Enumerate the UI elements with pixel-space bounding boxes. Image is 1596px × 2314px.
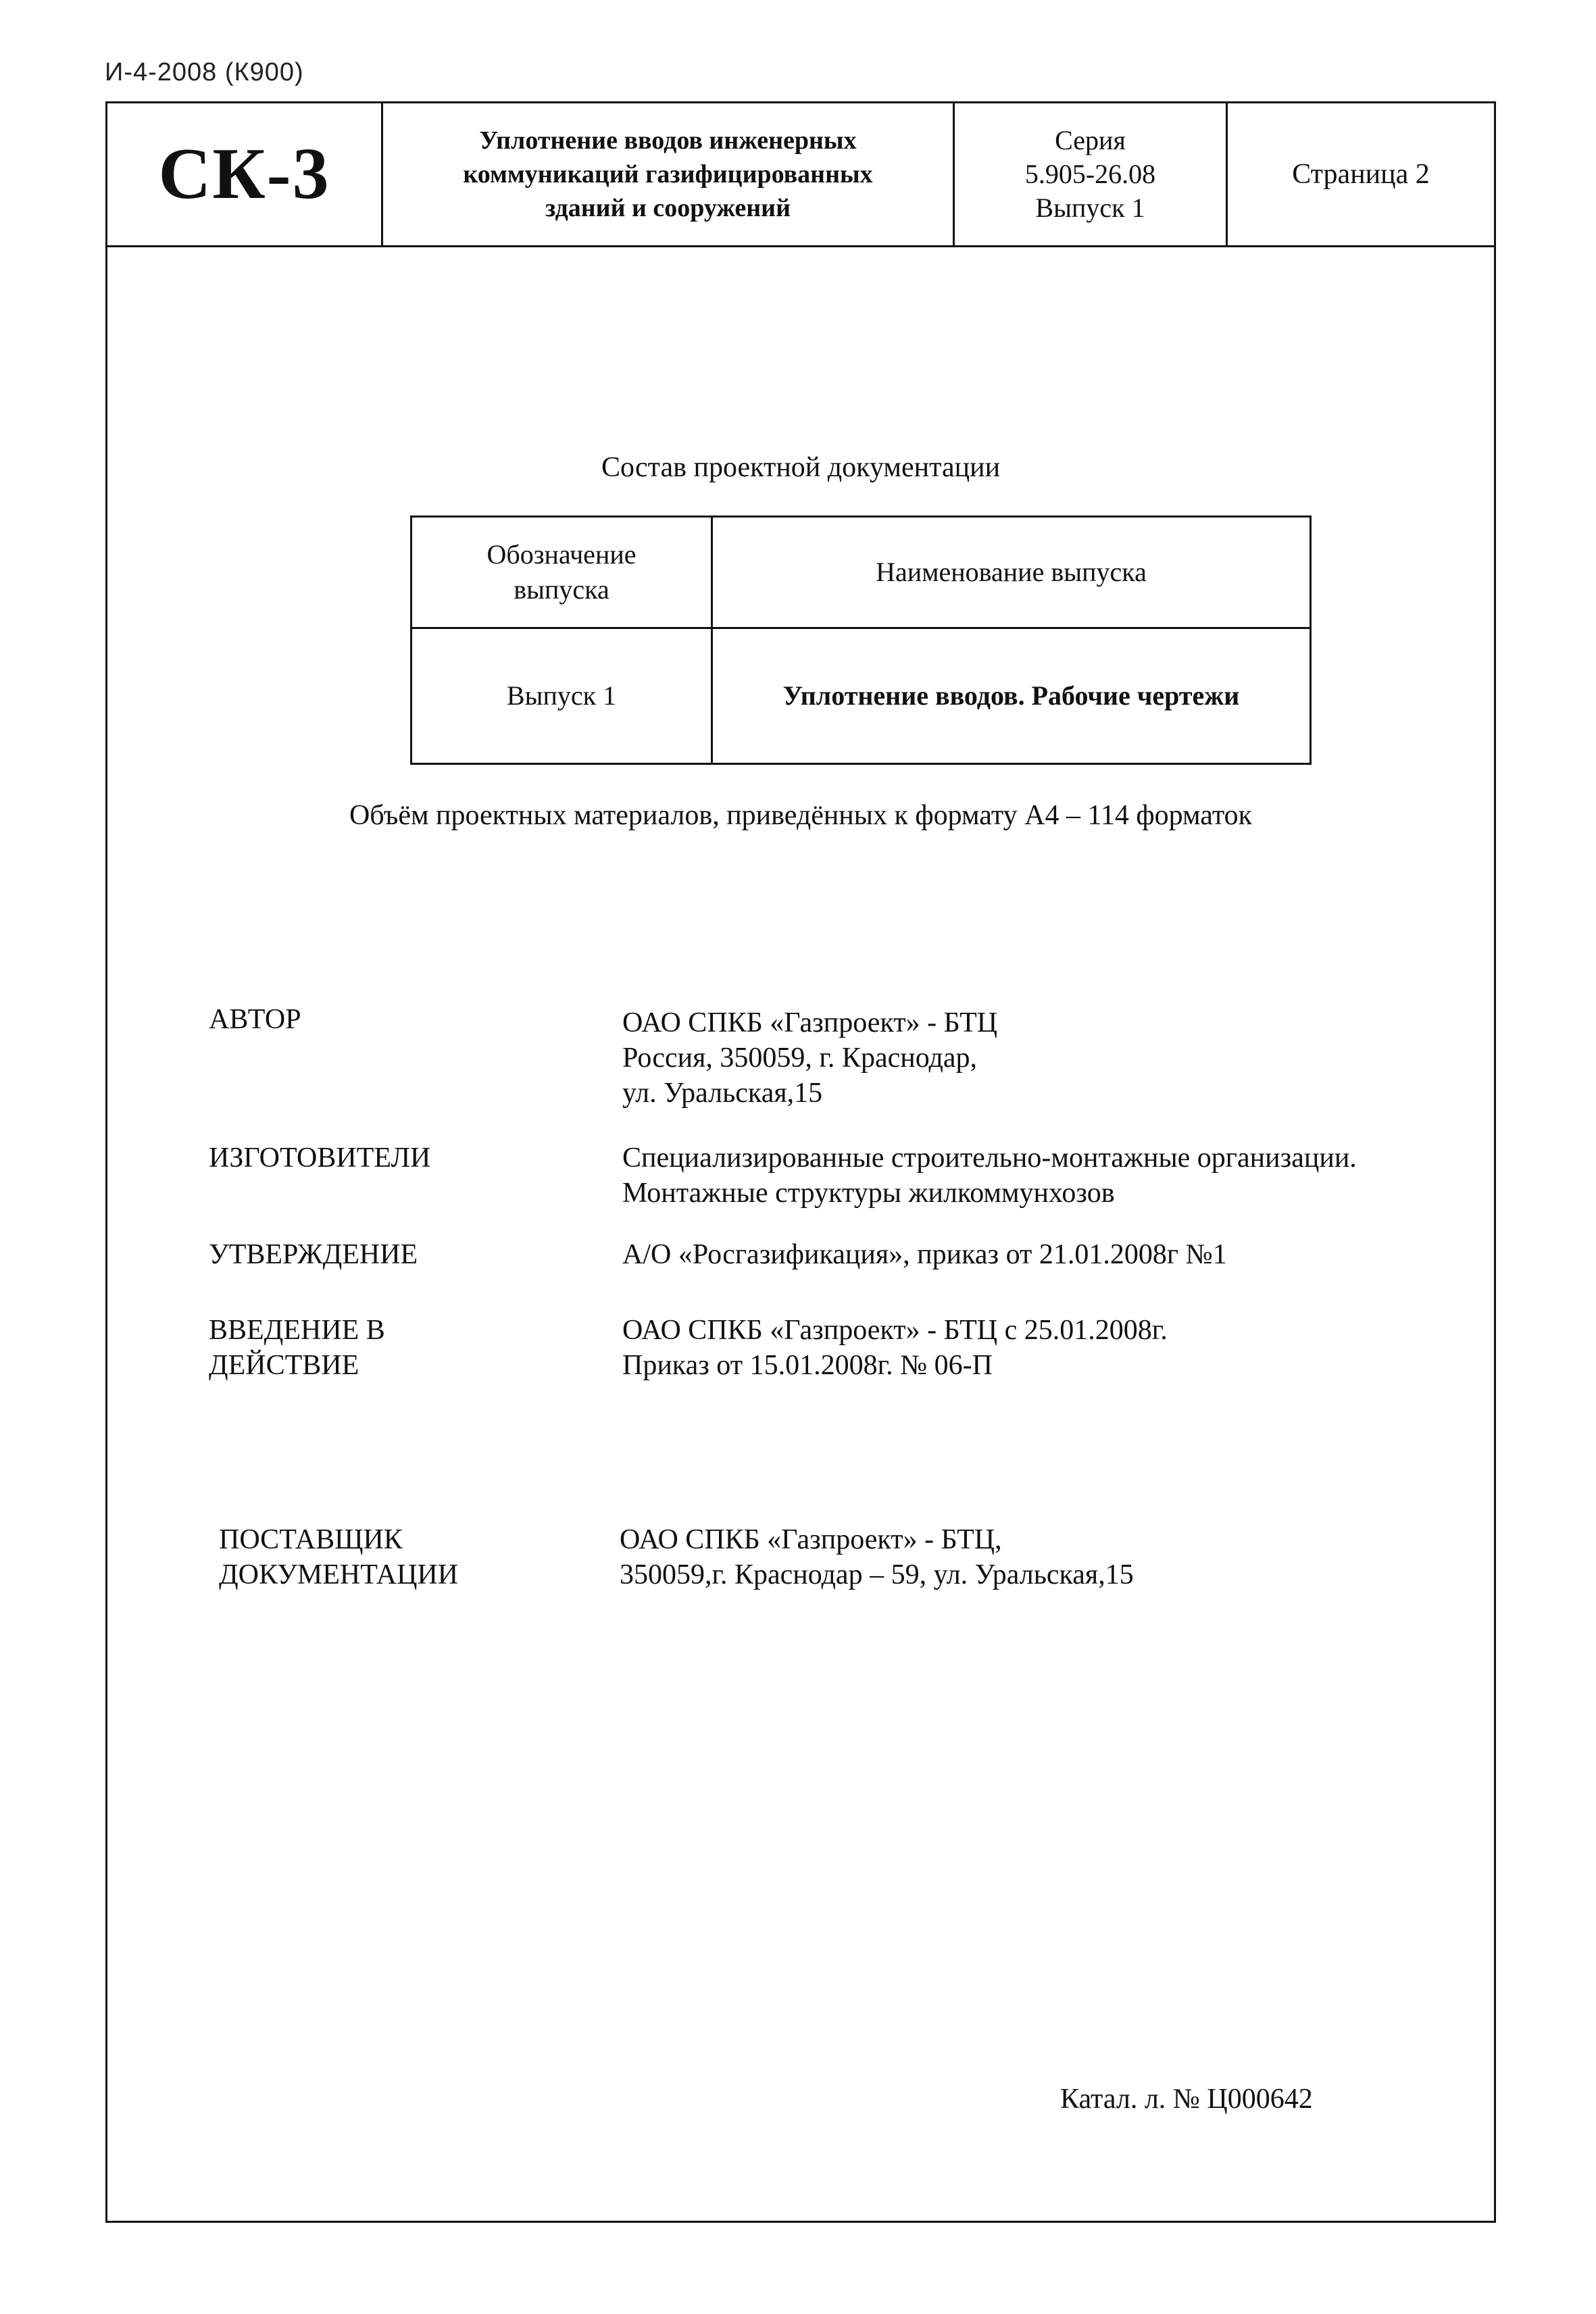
series-issue: Выпуск 1 [1035,193,1145,223]
row-name: Уплотнение вводов. Рабочие чертежи [712,628,1311,764]
document-code: И-4-2008 (К900) [105,58,304,86]
stamp-title-line: коммуникаций газифицированных [463,160,873,188]
value-line: Россия, 350059, г. Краснодар, [622,1042,977,1074]
composition-title: Состав проектной документации [601,452,1001,483]
info-value-supplier [620,1522,1134,1592]
volume-note: Объём проектных материалов, приведённых к формату А4 – 114 форматок [349,800,1253,831]
label-line: ДЕЙСТВИЕ [209,1350,359,1381]
composition-table [410,515,1312,765]
value-line: Монтажные структуры жилкоммунхозов [622,1178,1115,1209]
table-row [412,628,1311,764]
header-designation-text: Обозначение выпуска [487,539,637,605]
table-header-row [412,517,1311,628]
header-name: Наименование выпуска [712,517,1311,628]
label-line: УТВЕРЖДЕНИЕ [209,1239,418,1270]
stamp-code: СК-3 [107,103,383,245]
page-frame [105,101,1496,2223]
value-line: Приказ от 15.01.2008г. № 06-П [622,1350,993,1381]
stamp-title-line: Уплотнение вводов инженерных [479,126,857,155]
row-designation: Выпуск 1 [412,628,712,764]
value-line: Специализированные строительно-монтажные организации. [622,1142,1357,1174]
label-line: ВВЕДЕНИЕ В [209,1315,385,1346]
info-value-manufacturers [622,1140,1357,1211]
info-label-author [209,1002,301,1037]
stamp-page: Страница 2 [1292,159,1430,190]
info-label-manufacturers [209,1140,430,1176]
info-value-enactment [622,1313,1168,1383]
info-label-supplier [219,1522,458,1592]
header-designation [412,517,712,628]
series-label: Серия [1055,125,1126,155]
info-value-author [622,1005,997,1111]
stamp-title [383,103,955,245]
value-line: ОАО СПКБ «Газпроект» - БТЦ [622,1007,998,1038]
value-line: ОАО СПКБ «Газпроект» - БТЦ с 25.01.2008г. [622,1315,1168,1346]
value-line: 350059,г. Краснодар – 59, ул. Уральская,15 [620,1559,1134,1590]
series-number: 5.905-26.08 [1024,159,1156,189]
value-line: А/О «Росгазификация», приказ от 21.01.2008г №1 [622,1239,1227,1270]
stamp-title-line: зданий и сооружений [545,194,791,222]
info-value-approval [622,1237,1227,1272]
value-line: ОАО СПКБ «Газпроект» - БТЦ, [620,1524,1002,1555]
info-label-enactment [209,1313,385,1383]
label-line: ИЗГОТОВИТЕЛИ [209,1142,431,1174]
catalog-number: Катал. л. № Ц000642 [1060,2084,1313,2115]
label-line: ПОСТАВЩИК [219,1524,403,1555]
value-line: ул. Уральская,15 [622,1078,823,1109]
stamp-series [955,103,1228,245]
label-line: АВТОР [209,1004,301,1035]
label-line: ДОКУМЕНТАЦИИ [219,1559,459,1590]
title-block [107,103,1494,247]
info-label-approval [209,1237,418,1272]
